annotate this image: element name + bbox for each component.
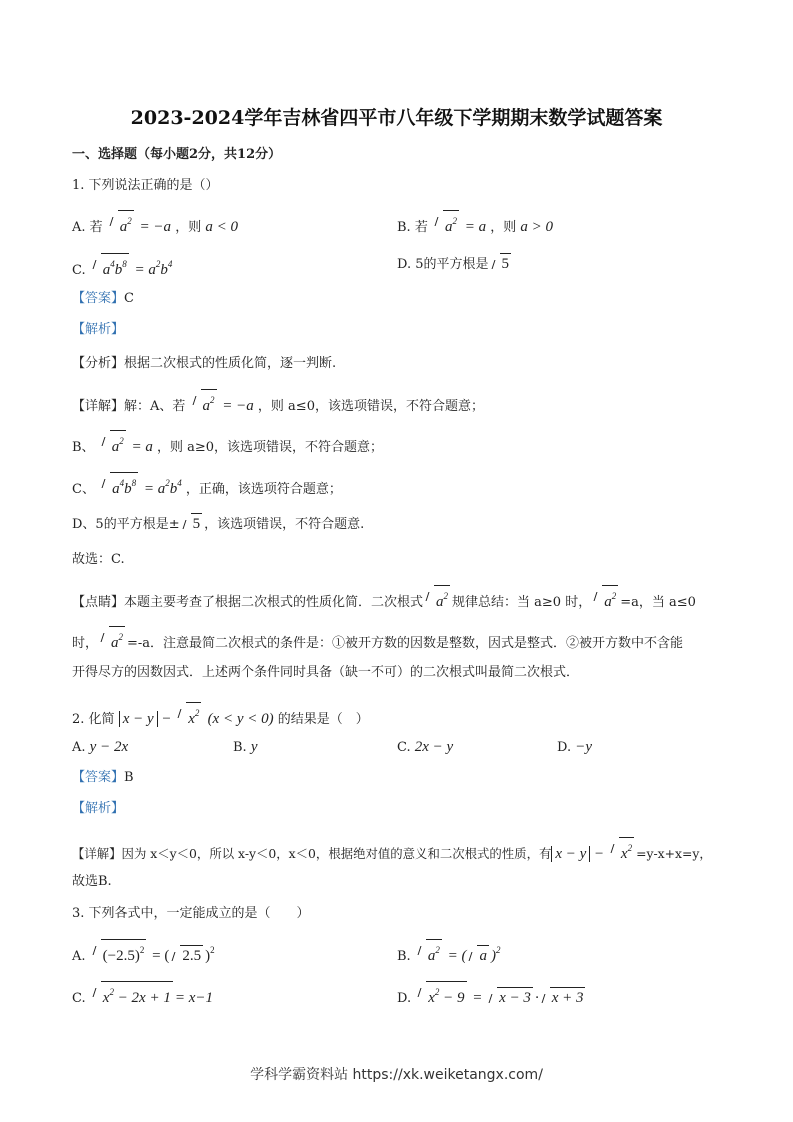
q1-detail-b: B、 $a^2 = a$ ，则 a≥0，该选项错误，不符合题意；: [72, 430, 383, 457]
q1-b-cond: a > 0: [520, 219, 554, 235]
q1-a-then: ，则: [175, 220, 202, 235]
page-title: 2023-2024学年吉林省四平市八年级下学期期末数学试题答案: [130, 107, 663, 129]
q1-detail-d: D、5的平方根是± 5 ，该选项错误，不符合题意.: [72, 513, 364, 534]
q1-fenxi: 【分析】根据二次根式的性质化简，逐一判断.: [72, 356, 337, 371]
q1-b-label: B. 若: [397, 220, 428, 235]
q1-dianjing-line2: 时， $a^2 =-a$．注意最简二次根式的条件是：①被开方数的因数是整数，因式是整式．②被开方数中不含能: [72, 626, 683, 653]
q1-option-a: A. 若 $a^2 = -a$ ，则 a < 0: [72, 210, 238, 237]
q3-option-c: C. $x^2 - 2x + 1 = x-1$: [72, 981, 213, 1008]
q1-a-label: A. 若: [72, 220, 103, 235]
q1-option-b: B. 若 $a^2 = a$ ，则 a > 0: [397, 210, 553, 237]
q2-stem: 2. 化简 $x - y - x^2$ (x < y < 0) 的结果是（ ）: [72, 702, 369, 729]
q1-answer: [72, 290, 134, 308]
q2-option-b: B. y: [233, 739, 258, 755]
q1-choose: 故选：C.: [72, 552, 125, 567]
q1-dianjing-line3: 开得尽方的因数因式．上述两个条件同时具备（缺一不可）的二次根式叫最简二次根式．: [72, 665, 580, 680]
q3-option-b: B. $a^2$ = ( a )$^2$: [397, 939, 500, 966]
q1-option-d: D. 5的平方根是 5: [397, 253, 513, 274]
q1-detail-a: 【详解】解：A、若 $a^2 = -a$ ，则 a≤0，该选项错误，不符合题意；: [72, 389, 484, 416]
q2-option-a: A. y − 2x: [72, 739, 129, 755]
analysis-tag: 【解析】: [72, 322, 125, 337]
q3-stem: 3. 下列各式中，一定能成立的是（ ）: [72, 906, 310, 921]
q1-d-label: D. 5的平方根是: [397, 257, 489, 272]
answer-tag: 【答案】: [72, 291, 125, 306]
q1-a-cond: a < 0: [205, 219, 238, 235]
sqrt-a2: $a^2$: [107, 210, 134, 236]
q2-option-d: D. −y: [557, 739, 593, 755]
q1-c-label: C.: [72, 263, 86, 278]
q1-stem: 1. 下列说法正确的是（）: [72, 178, 219, 193]
q2-choose: 故选B.: [72, 874, 112, 889]
answer-value: C: [124, 291, 134, 306]
q2-detail: 【详解】因为 x＜y＜0，所以 x-y＜0，x＜0，根据绝对值的意义和二次根式的性质，有 $x - y - x^2 =y-x+x=y$，: [72, 837, 712, 863]
q1-b-then: ，则: [490, 220, 517, 235]
q1-detail-c: C、 $a^4b^8 = a^2b^4$ ，正确，该选项符合题意；: [72, 472, 342, 499]
q3-option-d: D. $x^2 - 9 = x - 3 \cdot x + 3$: [397, 981, 587, 1008]
q2-option-c: C. 2x − y: [397, 739, 454, 755]
q2-condition: (x < y < 0): [207, 711, 274, 727]
q2-analysis-tag: 【解析】: [72, 801, 125, 816]
q2-answer: 【答案】B: [72, 770, 134, 785]
footer-watermark: 学科学霸资料站 https://xk.weiketangx.com/: [250, 1067, 543, 1083]
q3-option-a: A. $(-2.5)^2$ = ( 2.5 )$^2$: [72, 939, 215, 966]
q1-dianjing-line1: 【点睛】本题主要考查了根据二次根式的性质化简．二次根式 $a^2$ 规律总结：当 a≥0 时， $a^2 =a$，当 a≤0: [72, 585, 696, 612]
q1-option-c: C. $a^4b^8 = a^2b^4$: [72, 253, 172, 280]
section-heading: 一、选择题（每小题2分，共12分）: [72, 147, 282, 162]
